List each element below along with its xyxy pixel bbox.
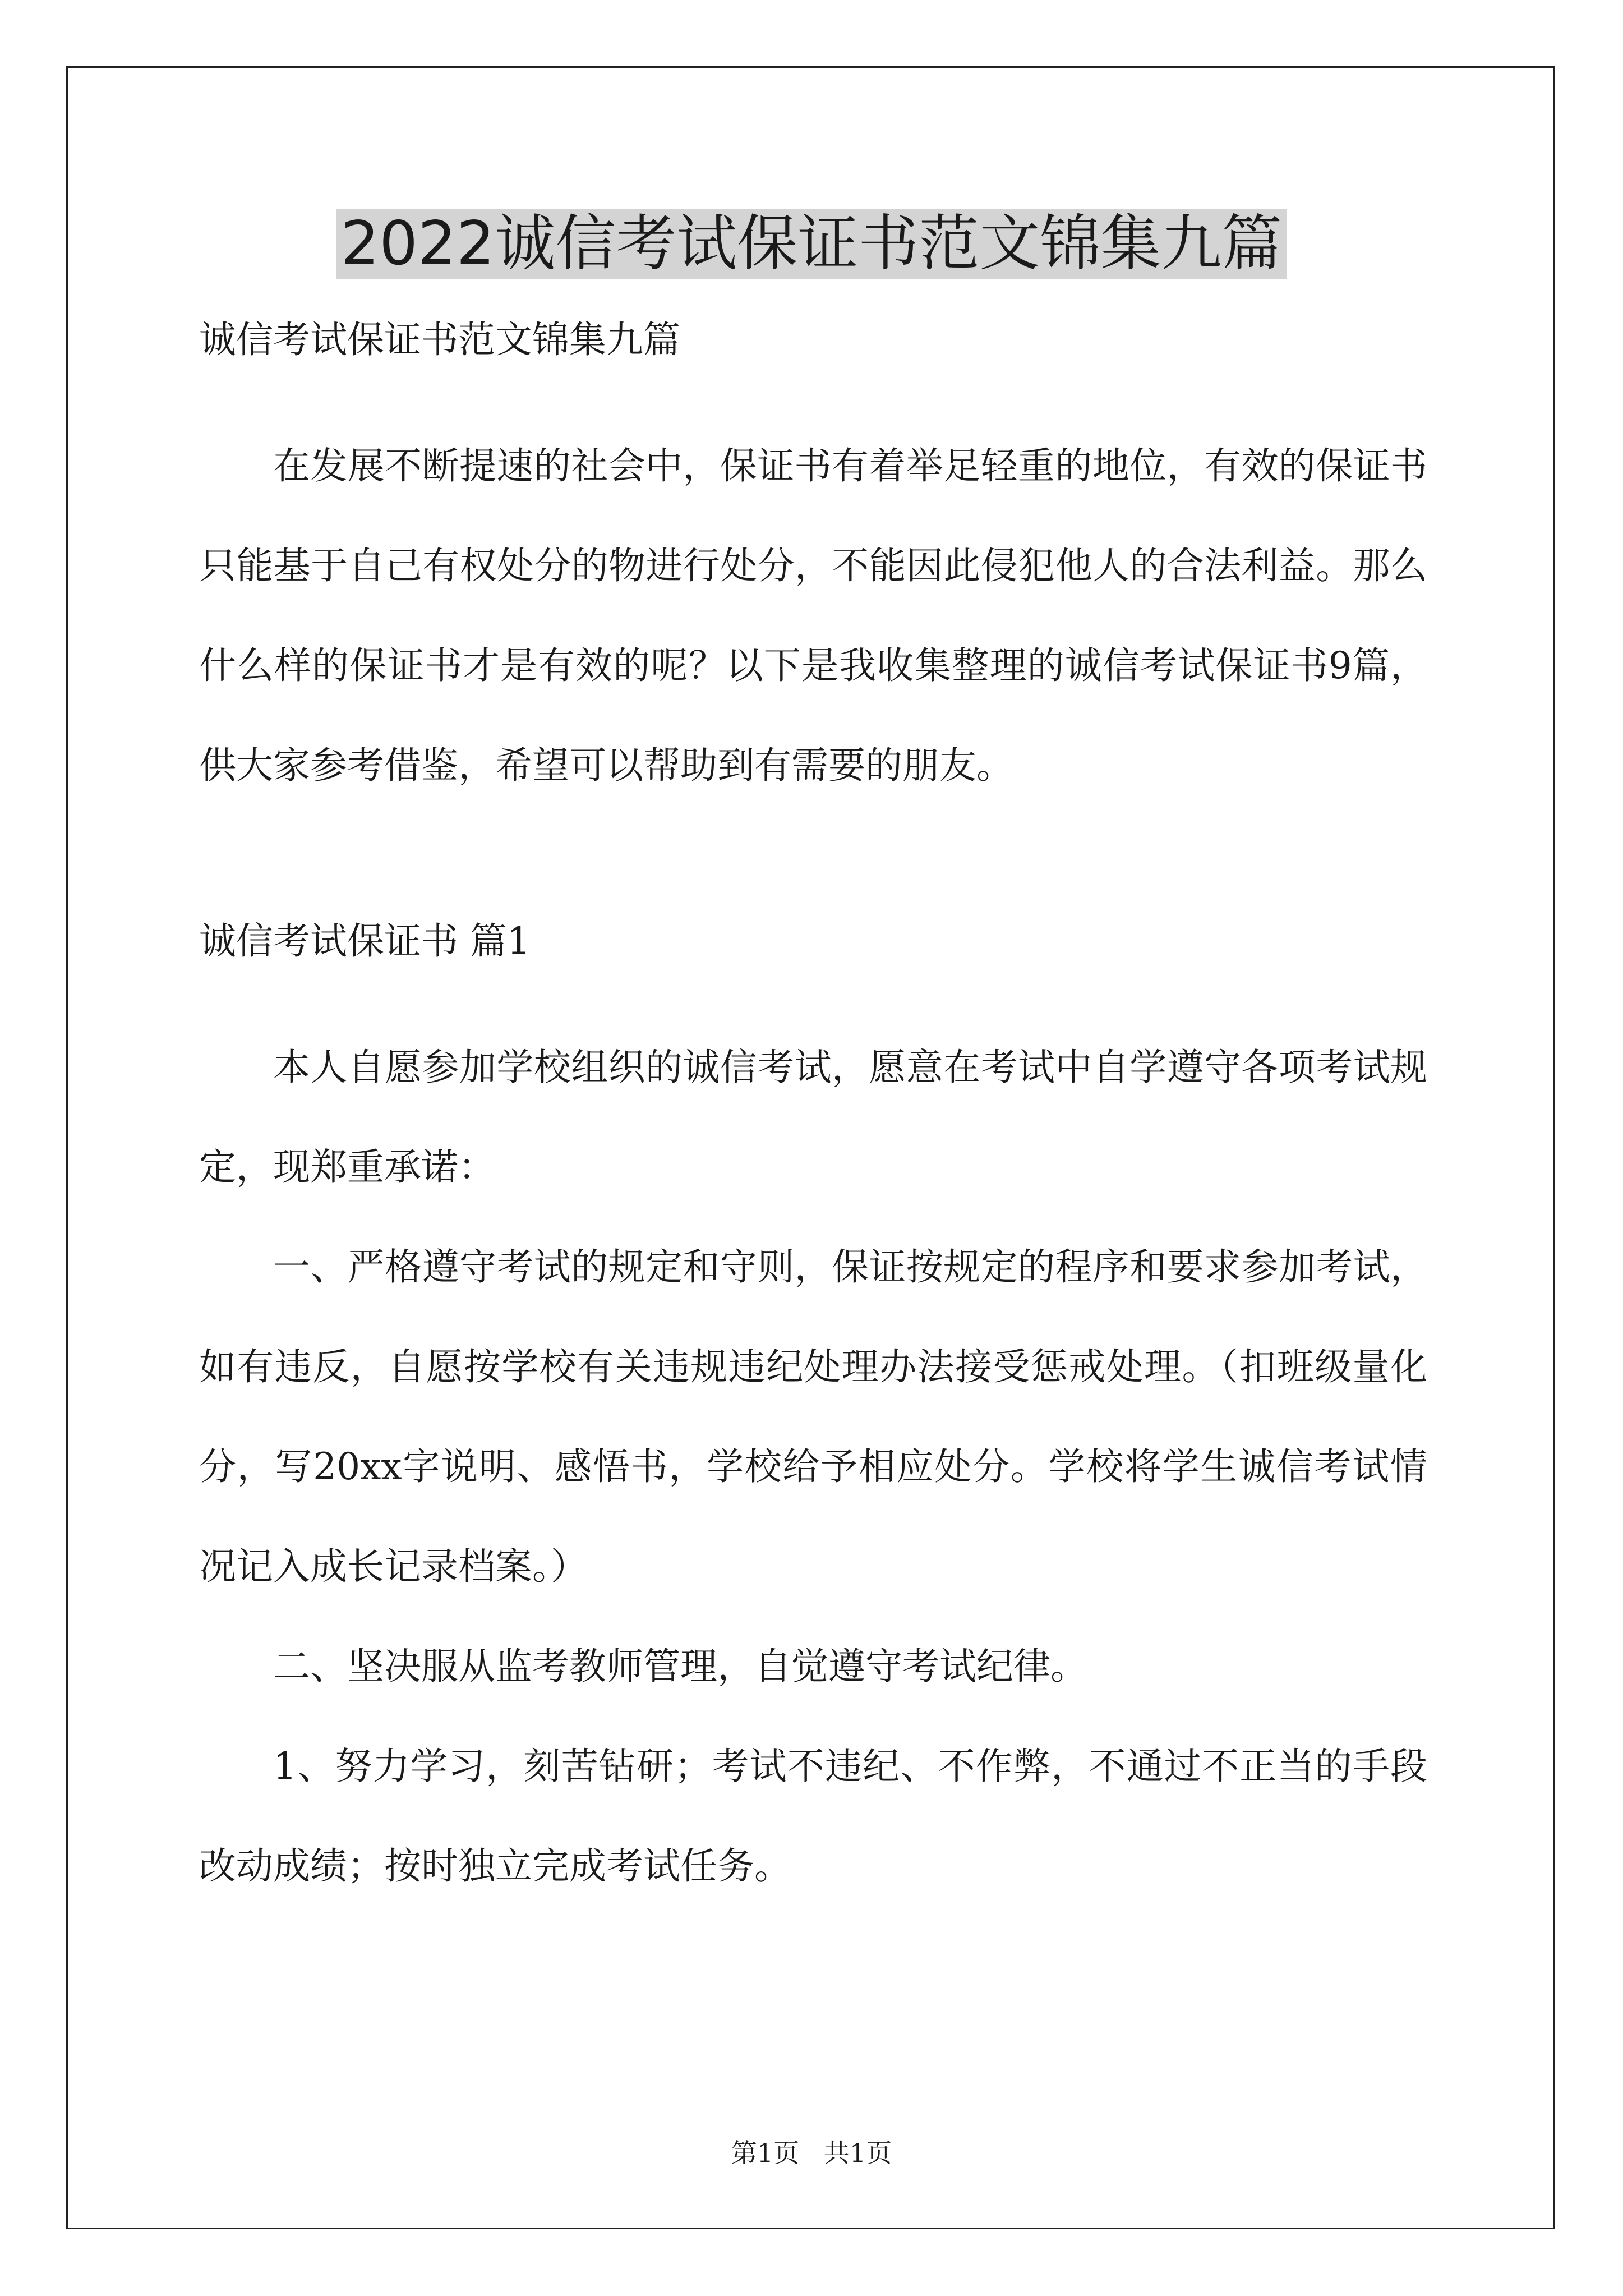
body-paragraph: 一、严格遵守考试的规定和守则，保证按规定的程序和要求参加考试，如有违反，自愿按学校有关违规违纪处理办法接受惩戒处理。（扣班级量化分，写20xx字说明、感悟书，学校给予相应处分。学校将学生诚信考试情况记入成长记录档案。） <box>199 1245 1427 1588</box>
section-heading: 诚信考试保证书 篇1 <box>199 919 531 963</box>
document-title <box>0 202 1623 286</box>
body-paragraph: 本人自愿参加学校组织的诚信考试，愿意在考试中自学遵守各项考试规定，现郑重承诺： <box>199 1046 1427 1189</box>
document-title-text: 2022诚信考试保证书范文锦集九篇 <box>336 209 1287 279</box>
document-body <box>199 314 1427 1940</box>
page-footer: 第1页 共1页 <box>731 2138 892 2168</box>
body-paragraph: 二、坚决服从监考教师管理，自觉遵守考试纪律。 <box>273 1645 1087 1688</box>
intro-paragraph: 在发展不断提速的社会中，保证书有着举足轻重的地位，有效的保证书只能基于自己有权处分的物进行处分，不能因此侵犯他人的合法利益。那么什么样的保证书才是有效的呢？以下是我收集整理的诚信考试保证书9篇，供大家参考借鉴，希望可以帮助到有需要的朋友。 <box>199 444 1427 787</box>
body-paragraph: 1、努力学习，刻苦钻研；考试不违纪、不作弊，不通过不正当的手段改动成绩；按时独立完成考试任务。 <box>199 1745 1427 1888</box>
document-subtitle: 诚信考试保证书范文锦集九篇 <box>199 318 680 361</box>
